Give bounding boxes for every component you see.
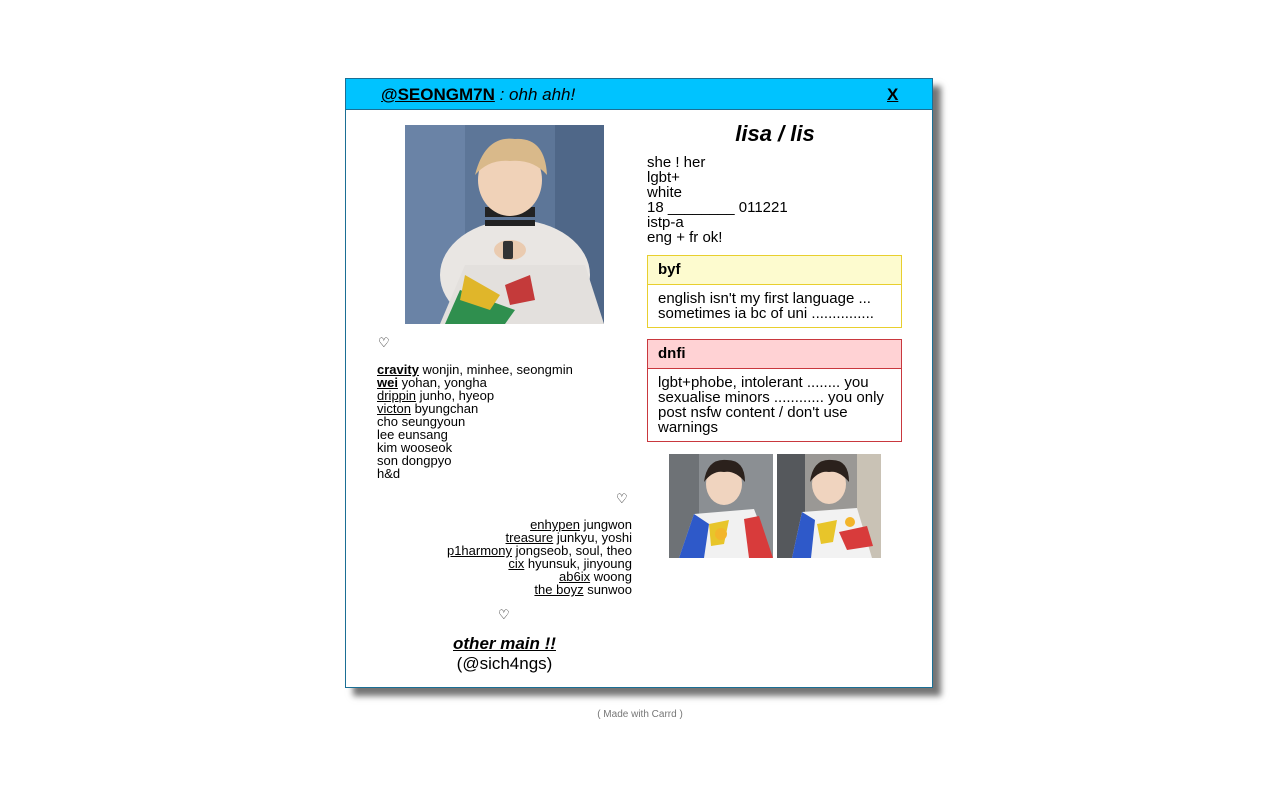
list-item: kim wooseok xyxy=(377,440,453,455)
member-names: woong xyxy=(590,569,632,584)
handle-link[interactable]: @SEONGM7N xyxy=(381,85,495,104)
member-names: wonjin, minhee, seongmin xyxy=(418,362,573,377)
heart-icon: ♡ xyxy=(616,491,628,506)
list-item: son dongpyo xyxy=(377,453,452,468)
member-names: junho, hyeop xyxy=(416,388,495,403)
fact-pronouns: she ! her xyxy=(647,154,706,171)
made-with-carrd-footer[interactable]: ( Made with Carrd ) xyxy=(597,709,683,720)
byf-body: english isn't my first language ... sometimes ia bc of uni ............... xyxy=(658,290,874,322)
member-names: byungchan xyxy=(410,401,479,416)
title-bar xyxy=(346,79,932,110)
group-link-cix[interactable]: cix xyxy=(508,556,525,571)
fact-languages: eng + fr ok! xyxy=(647,229,723,246)
other-main-link[interactable]: other main !! xyxy=(453,634,556,653)
group-link-p1harmony[interactable]: p1harmony xyxy=(446,543,513,558)
list-item: cho seungyoun xyxy=(377,414,466,429)
group-link-enhypen[interactable]: enhypen xyxy=(530,517,580,532)
group-link-victon[interactable]: victon xyxy=(377,401,411,416)
profile-window xyxy=(345,78,933,688)
group-link-the-boyz[interactable]: the boyz xyxy=(534,582,584,597)
other-main-handle: (@sich4ngs) xyxy=(456,654,553,673)
member-names: jongseob, soul, theo xyxy=(512,543,632,558)
list-item xyxy=(406,583,632,596)
dnfi-body: lgbt+phobe, intolerant ........ you sexualise minors ............ you only post nsfw content / don't use warnings xyxy=(658,374,884,436)
faves-list-left xyxy=(377,363,573,480)
other-main-section xyxy=(405,634,604,674)
group-link-drippin[interactable]: drippin xyxy=(377,388,417,403)
profile-facts xyxy=(647,155,788,245)
member-names: junkyu, yoshi xyxy=(553,530,632,545)
member-names: sunwoo xyxy=(583,582,632,597)
faves-list-right xyxy=(406,518,632,596)
list-item: h&d xyxy=(377,466,401,481)
fact-age: 18 ________ 011221 xyxy=(647,199,788,216)
member-names: jungwon xyxy=(579,517,632,532)
fact-identity: lgbt+ xyxy=(647,169,680,186)
dnfi-header: dnfi xyxy=(648,340,901,369)
title-subtitle: ohh ahh! xyxy=(509,85,576,104)
fact-ethnicity: white xyxy=(647,184,683,201)
main-profile-photo xyxy=(405,125,604,324)
member-names: yohan, yongha xyxy=(397,375,487,390)
member-names: hyunsuk, jinyoung xyxy=(524,556,632,571)
heart-icon: ♡ xyxy=(498,607,510,622)
close-button[interactable]: X xyxy=(887,85,899,104)
group-link-ab6ix[interactable]: ab6ix xyxy=(559,569,591,584)
byf-header: byf xyxy=(648,256,901,285)
byf-box xyxy=(647,255,902,328)
dnfi-box xyxy=(647,339,902,442)
window-title xyxy=(381,85,575,104)
gallery-photo-1 xyxy=(669,454,773,558)
list-item: lee eunsang xyxy=(377,427,448,442)
group-link-wei[interactable]: wei xyxy=(377,375,398,390)
gallery-photo-2 xyxy=(777,454,881,558)
profile-name: lisa / lis xyxy=(735,121,815,146)
fact-mbti: istp-a xyxy=(647,214,684,231)
group-link-treasure[interactable]: treasure xyxy=(505,530,554,545)
group-link-cravity[interactable]: cravity xyxy=(377,362,419,377)
title-separator: : xyxy=(494,85,510,104)
heart-icon: ♡ xyxy=(378,335,390,350)
